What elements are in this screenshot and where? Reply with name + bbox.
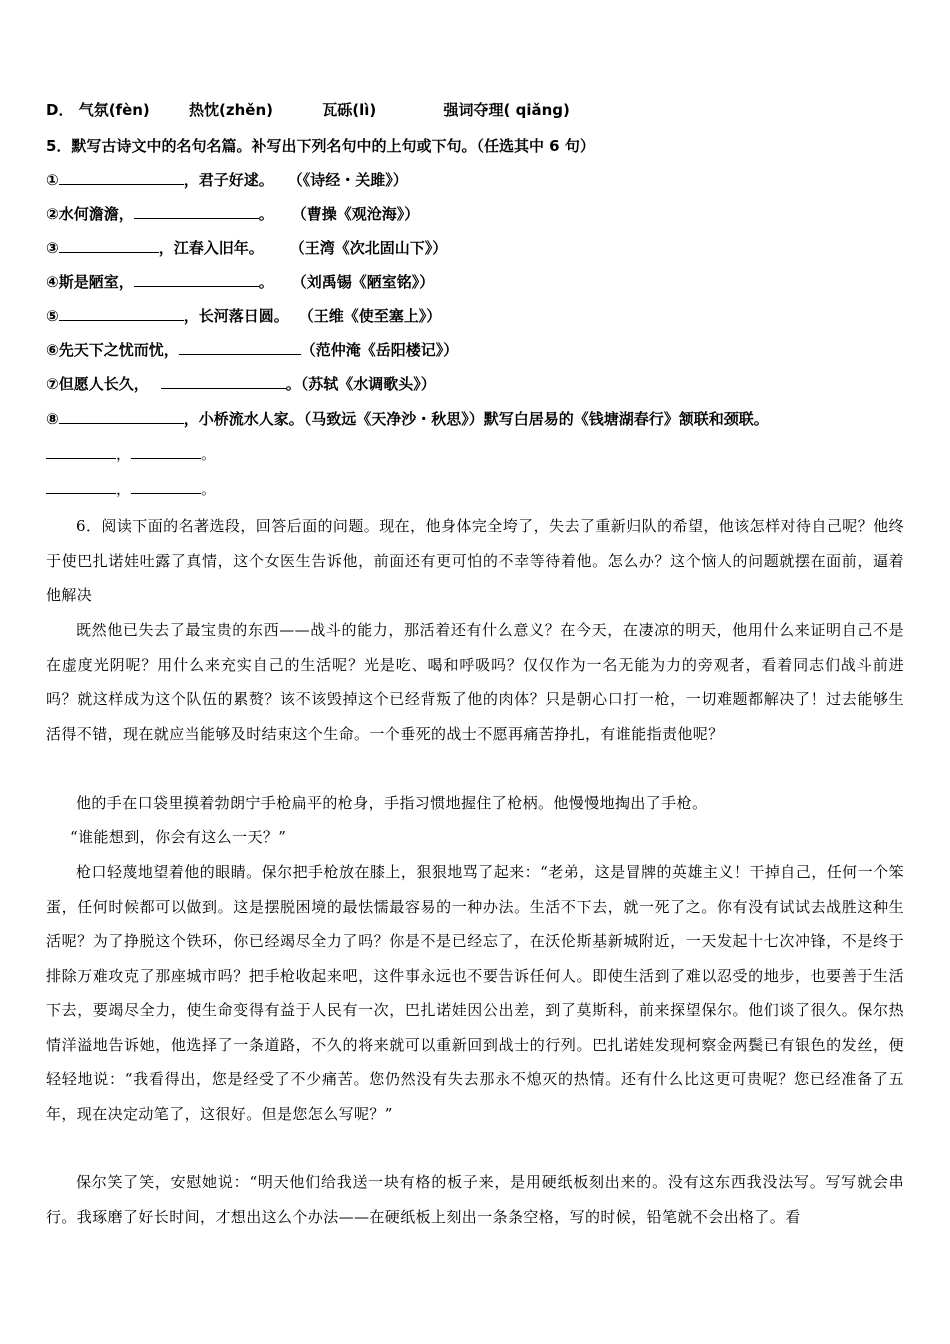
item-source: （马致远《天净沙・秋思》）默写白居易的《钱塘湖春行》颔联和颈联。 <box>303 410 769 428</box>
option-pinyin: (zhěn) <box>219 101 274 119</box>
passage-paragraph-1: 既然他已失去了最宝贵的东西——战斗的能力，那活着还有什么意义？在今天，在凄凉的明天，他用什么来证明自己不是在虚度光阴呢？用什么来充实自己的生活呢？光是吃、喝和呼吸吗？仅仅作为一名无能为力的旁观者，看着同志们战斗前进吗？就这样成为这个队伍的累赘？该不该毁掉这个已经背叛了他的肉体？只是朝心口打一枪，一切难题都解决了！过去能够生活得不错，现在就应当能够及时结束这个生命。一个垂死的战士不愿再痛苦挣扎，有谁能指责他呢？ <box>46 621 904 743</box>
question-6-intro: 6．阅读下面的名著选段，回答后面的问题。现在，他身体完全垮了，失去了重新归队的希望，他该怎样对待自己呢？他终于使巴扎诺娃吐露了真情，这个女医生告诉他，前面还有更可怕的不幸等待着他。怎么办？这个恼人的问题就摆在面前，逼着他解决 <box>46 517 904 604</box>
answer-blank[interactable] <box>46 480 116 494</box>
item-text: 先天下之忧而忧， <box>58 341 179 359</box>
passage-paragraph-4: 枪口轻蔑地望着他的眼睛。保尔把手枪放在膝上，狠狠地骂了起来：“老弟，这是冒牌的英雄主义！干掉自己，任何一个笨蛋，任何时候都可以做到。这是摆脱困境的最怯懦最容易的一种办法。生活不下去，就一死了之。你有没有试试去战胜这种生活呢？为了挣脱这个铁环，你已经竭尽全力了吗？你是不是已经忘了，在沃伦斯基新城附近，一天发起十七次冲锋，不是终于排除万难攻克了那座城市吗？把手枪收起来吧，这件事永远也不要告诉任何人。即使生活到了难以忍受的地步，也要善于生活下去，要竭尽全力，使生命变得有益于人民有一次，巴扎诺娃因公出差，到了莫斯科，前来探望保尔。他们谈了很久。保尔热情洋溢地告诉她，他选择了一条道路，不久的将来就可以重新回到战士的行列。巴扎诺娃发现柯察金两鬓已有银色的发丝，便轻轻地说：“我看得出，您是经受了不少痛苦。您仍然没有失去那永不熄灭的热情。还有什么比这更可贵呢？您已经准备了五年，现在决定动笔了，这很好。但是您怎么写呢？” <box>46 863 904 1123</box>
answer-blank[interactable] <box>179 341 301 355</box>
item-number: ⑧ <box>46 410 59 428</box>
option-pinyin: ( qiǎng) <box>503 101 570 119</box>
item-source: （曹操《观沧海》） <box>291 205 420 223</box>
option-word: 瓦砾 <box>322 101 353 119</box>
answer-blank[interactable] <box>59 307 184 321</box>
poem-item-3 <box>46 238 447 258</box>
passage-paragraph-2: 他的手在口袋里摸着勃朗宁手枪扁平的枪身，手指习惯地握住了枪柄。他慢慢地掏出了手枪。 <box>76 794 708 812</box>
item-number: ② <box>46 205 59 223</box>
poem-item-1 <box>46 170 408 190</box>
option-d-line <box>46 100 570 120</box>
answer-blank[interactable] <box>134 205 259 219</box>
item-source: （王维《使至塞上》） <box>298 307 442 325</box>
option-pinyin: (fèn) <box>108 101 150 119</box>
answer-blank[interactable] <box>46 445 116 459</box>
passage-paragraph-3: “谁能想到，你会有这么一天？” <box>70 828 287 846</box>
item-number: ① <box>46 171 59 189</box>
blank-line-1 <box>46 444 216 464</box>
item-text: ，长河落日圆。 <box>183 307 289 325</box>
blank-line-2 <box>46 479 216 499</box>
item-number: ③ <box>46 239 59 257</box>
question-5-title: 5．默写古诗文中的名句名篇。补写出下列名句中的上句或下句。（任选其中 6 句） <box>46 137 595 155</box>
item-source: （王湾《次北固山下》） <box>289 239 448 257</box>
item-source: （范仲淹《岳阳楼记》） <box>300 341 459 359</box>
item-number: ④ <box>46 273 59 291</box>
item-number: ⑤ <box>46 307 59 325</box>
comma: ， <box>116 480 132 498</box>
item-text: 。 <box>258 273 274 291</box>
item-text: 。 <box>285 375 301 393</box>
option-d-item <box>322 100 376 120</box>
item-text: 但愿人长久， <box>58 375 149 393</box>
option-word: 热忱 <box>189 101 220 119</box>
poem-item-7 <box>46 374 436 394</box>
answer-blank[interactable] <box>161 375 286 389</box>
item-number: ⑦ <box>46 375 59 393</box>
comma: ， <box>116 445 132 463</box>
item-text: 。 <box>258 205 274 223</box>
option-d-item <box>189 100 273 120</box>
item-text: 斯是陋室， <box>58 273 134 291</box>
option-word: 气氛 <box>78 101 109 119</box>
option-word: 强词夺理 <box>443 101 504 119</box>
item-source: （刘禹锡《陋室铭》） <box>291 273 435 291</box>
item-text: ，君子好逑。 <box>183 171 274 189</box>
answer-blank[interactable] <box>59 410 184 424</box>
option-pinyin: (lì) <box>352 101 377 119</box>
passage-paragraph-5: 保尔笑了笑，安慰她说：“明天他们给我送一块有格的板子来，是用硬纸板刻出来的。没有这东西我没法写。写写就会串行。我琢磨了好长时间，才想出这么个办法——在硬纸板上刻出一条条空格，写的时候，铅笔就不会出格了。看 <box>46 1173 904 1226</box>
item-source: （苏轼《水调歌头》） <box>300 375 436 393</box>
item-number: ⑥ <box>46 341 59 359</box>
poem-item-5 <box>46 306 441 326</box>
poem-item-8 <box>46 409 769 429</box>
answer-blank[interactable] <box>131 480 201 494</box>
item-source: （《诗经・关雎》） <box>287 171 408 189</box>
poem-item-2 <box>46 204 419 224</box>
item-text: 水何澹澹， <box>58 205 134 223</box>
answer-blank[interactable] <box>59 239 159 253</box>
answer-blank[interactable] <box>59 171 184 185</box>
option-d-item <box>79 100 150 120</box>
item-text: ，江春入旧年。 <box>158 239 264 257</box>
poem-item-6 <box>46 340 458 360</box>
option-d-item <box>444 100 570 120</box>
period: 。 <box>201 445 217 463</box>
answer-blank[interactable] <box>131 445 201 459</box>
answer-blank[interactable] <box>134 273 259 287</box>
option-d-label: D． <box>46 101 74 119</box>
poem-item-4 <box>46 272 434 292</box>
period: 。 <box>201 480 217 498</box>
item-text: ，小桥流水人家。 <box>183 410 304 428</box>
